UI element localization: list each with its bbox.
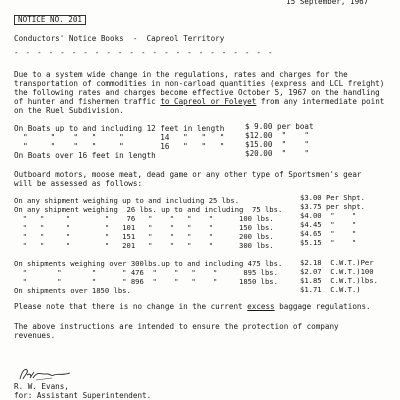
- excess-word: excess: [247, 302, 275, 311]
- intro-line-4: of hunter and fishermen traffic to Capreol or Foleyet from any intermediate point: [14, 97, 385, 106]
- shipment-rate-2: $3.75 per shpt.: [300, 202, 365, 211]
- boat-rate-value-4: $20.00 " ": [245, 149, 310, 158]
- boat-rate-value-2: $12.00 " ": [245, 131, 310, 140]
- intro-line-5: on the Ruel Subdivision.: [14, 106, 124, 115]
- outboard-line-1: Outboard motors, moose meat, dead game or any other type of Sportsmen's gear: [14, 170, 362, 179]
- shipment-row-2: On any shipment weighing 26 lbs. up to and including 75 lbs.: [14, 205, 283, 214]
- boat-rate-value-3: $15.00 " ": [245, 140, 310, 149]
- boat-rate-row-4: On Boats over 16 feet in length: [14, 151, 156, 160]
- notice-date: 15 September, 1967: [286, 0, 369, 6]
- intro-line-3: the following rates and charges become effective October 5, 1967 on the handling: [14, 88, 380, 97]
- handwritten-signature: [18, 366, 72, 382]
- cwt-rate-3: $1.85 C.W.T.)lbs.: [300, 276, 378, 285]
- notice-subject: Conductors' Notice Books - Capreol Territory: [14, 34, 225, 43]
- closing-line-2: revenues.: [14, 331, 56, 340]
- closing-line-1: The above instructions are intended to ensure the protection of company: [14, 322, 339, 331]
- cwt-row-2: " " " " 476 " " " " 895 lbs.: [14, 268, 278, 277]
- section-divider: - - - - - - - - - - - - - - - - - - - - - - -: [14, 48, 274, 57]
- notice-number: NOTICE NO. 201: [14, 15, 86, 25]
- shipment-row-6: " " " " 201 " " " " 300 lbs.: [14, 241, 274, 250]
- baggage-note: Please note that there is no change in the current excess baggage regulations.: [14, 302, 371, 311]
- shipment-row-1: On any shipment weighing up to and including 25 lbs.: [14, 196, 240, 205]
- shipment-rate-3: $4.00 " ": [300, 211, 357, 220]
- intro-line-2: transportation of commodities in non-carload quantities (express and LCL freight): [14, 79, 385, 88]
- signer-name: R. W. Evans,: [14, 382, 69, 391]
- shipment-rate-5: $4.65 " ": [300, 229, 357, 238]
- boat-rate-row-3: " " " " " 16 " " ": [14, 142, 225, 151]
- shipment-rate-6: $5.15 " ": [300, 238, 357, 247]
- shipment-row-3: " " " " 76 " " " " 100 lbs.: [14, 214, 274, 223]
- boat-rate-row-2: " " " " " 14 " " ": [14, 133, 225, 142]
- cwt-rate-4: $1.71 C.W.T.): [300, 285, 361, 294]
- cwt-row-1: On shipments weighing over 300lbs.up to and including 475 lbs.: [14, 259, 283, 268]
- shipment-rate-1: $3.00 Per Shpt.: [300, 193, 365, 202]
- outboard-line-2: will be assessed as follows:: [14, 179, 143, 188]
- cwt-rate-1: $2.18 C.W.T.)Per: [300, 258, 374, 267]
- boat-rate-value-1: $ 9.00 per boat: [245, 122, 314, 131]
- cwt-rate-2: $2.07 C.W.T.)100: [300, 267, 374, 276]
- boat-rate-row-1: On Boats up to and including 12 feet in length: [14, 124, 225, 133]
- shipment-row-4: " " " " 101 " " " " 150 lbs.: [14, 223, 274, 232]
- signer-title: for: Assistant Superintendent.: [14, 391, 152, 400]
- shipment-rate-4: $4.45 " ": [300, 220, 357, 229]
- destination-text: to Capreol or Foleyet: [160, 97, 257, 106]
- cwt-row-4: On shipments over 1850 lbs.: [14, 286, 131, 295]
- intro-line-1: Due to a system wide change in the regulations, rates and charges for the: [14, 70, 348, 79]
- shipment-row-5: " " " " 151 " " " " 200 lbs.: [14, 232, 274, 241]
- cwt-row-3: " " " " 896 " " " " 1850 lbs.: [14, 277, 278, 286]
